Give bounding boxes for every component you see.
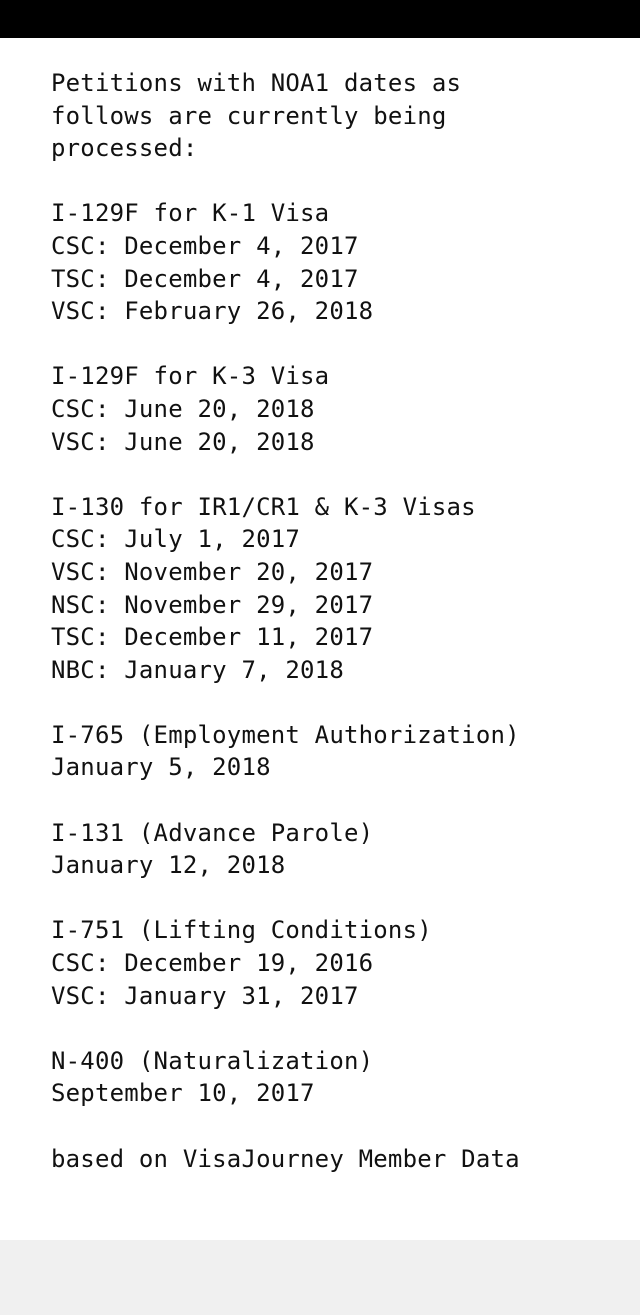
footer-section <box>51 1143 520 1176</box>
section-line: CSC: December 4, 2017 <box>51 231 359 260</box>
bottom-area <box>0 1240 640 1315</box>
processing-dates-text <box>51 67 520 1175</box>
section-i130 <box>51 491 520 687</box>
section-title: I-751 (Lifting Conditions) <box>51 916 432 945</box>
section-line: VSC: June 20, 2018 <box>51 427 315 456</box>
intro-line: Petitions with NOA1 dates as <box>51 69 462 97</box>
section-title: I-129F for K-1 Visa <box>51 199 330 228</box>
section-line: CSC: December 19, 2016 <box>51 949 374 978</box>
section-line: January 12, 2018 <box>51 851 286 880</box>
intro-line: follows are currently being <box>51 101 447 130</box>
section-line: January 5, 2018 <box>51 753 271 782</box>
section-i765 <box>51 719 520 784</box>
top-bar <box>0 0 640 38</box>
section-line: TSC: December 11, 2017 <box>51 623 374 652</box>
section-line: NBC: January 7, 2018 <box>51 655 344 684</box>
section-k3 <box>51 360 520 458</box>
section-i751 <box>51 914 520 1012</box>
intro-line: processed: <box>51 134 198 163</box>
section-line: VSC: February 26, 2018 <box>51 297 374 326</box>
section-line: VSC: January 31, 2017 <box>51 981 359 1010</box>
section-n400 <box>51 1045 520 1110</box>
section-line: CSC: June 20, 2018 <box>51 394 315 423</box>
section-line: TSC: December 4, 2017 <box>51 264 359 293</box>
section-line: CSC: July 1, 2017 <box>51 525 301 554</box>
section-title: N-400 (Naturalization) <box>51 1046 374 1075</box>
intro <box>51 67 520 165</box>
section-title: I-130 for IR1/CR1 & K-3 Visas <box>51 492 476 521</box>
section-line: NSC: November 29, 2017 <box>51 590 374 619</box>
section-k1 <box>51 197 520 327</box>
section-line: September 10, 2017 <box>51 1079 315 1108</box>
section-title: I-765 (Employment Authorization) <box>51 720 520 749</box>
section-i131 <box>51 817 520 882</box>
section-line: VSC: November 20, 2017 <box>51 557 374 586</box>
section-title: I-129F for K-3 Visa <box>51 362 330 391</box>
section-title: I-131 (Advance Parole) <box>51 818 374 847</box>
footer-note: based on VisaJourney Member Data <box>51 1144 520 1173</box>
